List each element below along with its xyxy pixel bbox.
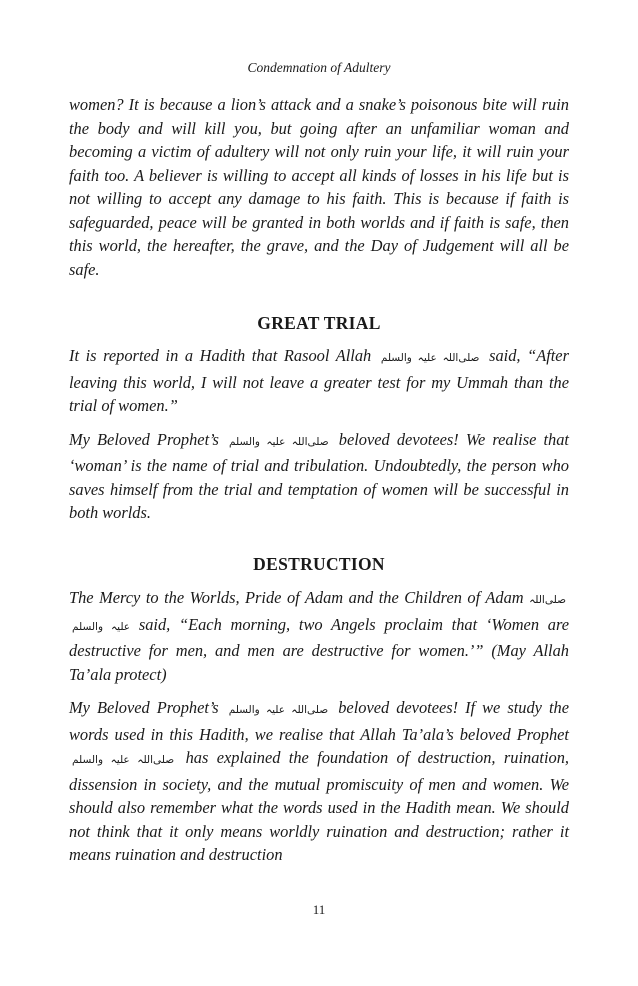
destruction-paragraph-1 [69,586,569,686]
text-segment: My Beloved Prophet’s [69,429,219,449]
great-trial-paragraph-2 [69,428,569,525]
intro-paragraph: women? It is because a lion’s attack and a snake’s poisonous bite will ruin the body and will kill you, but going after an unfamiliar woman and becoming a victim of adultery will not only ruin your life, it will ruin your faith too. A believer is willing to accept all kinds of losses in his life but is not willing to accept any damage to his faith. This is because if faith is safeguarded, peace will be granted in both worlds and if faith is safe, then this world, the hereafter, the grave, and the Day of Judgement will all be safe. [69,95,569,279]
heading-great-trial: GREAT TRIAL [257,313,381,333]
destruction-paragraph-2 [69,696,569,867]
great-trial-block [69,344,569,535]
intro-block [69,93,569,291]
running-header: Condemnation of Adultery [247,60,391,75]
text-segment: has explained the foundation of destruction, ruination, dissension in society, and the mutual promiscuity of men and women. We should also remember what the words used in the Hadith mean. We should not think that it only means worldly ruination and destruction; rather it means ruination and destruction [69,748,569,864]
salutation-arabic: صلی‌اللہ علیہ والسلم [72,754,175,766]
text-segment: said, “After leaving this world, I will not leave a greater test for my Ummah than the trial of women.” [69,346,569,415]
heading-destruction: DESTRUCTION [253,554,385,574]
text-segment: The Mercy to the Worlds, Pride of Adam and the Children of Adam [69,588,524,607]
salutation-arabic: صلی‌اللہ علیہ والسلم [228,704,329,716]
text-segment: said, “Each morning, two Angels proclaim that ‘Women are destructive for men, and men are destructive for women.’” (May Allah Ta’ala protect) [69,614,569,684]
text-segment: It is reported in a Hadith that Rasool Allah [69,346,372,365]
text-segment: beloved devotees! If we study the words used in this Hadith, we realise that Allah Ta’ala’s beloved Prophet [69,698,569,744]
text-segment: beloved devotees! We realise that ‘woman’ is the name of trial and tribulation. Undoubtedly, the person who saves himself from the trial and temptation of women will be successful in both worlds. [69,429,569,522]
page-number: 11 [312,902,326,917]
text-segment: My Beloved Prophet’s [69,698,219,717]
salutation-arabic: صلی‌اللہ علیہ والسلم [380,352,480,364]
destruction-block [69,586,569,877]
great-trial-paragraph-1 [69,344,569,418]
salutation-arabic: صلی‌اللہ علیہ والسلم [228,435,329,448]
salutation-arabic: صلی‌اللہ علیہ والسلم [72,594,566,633]
